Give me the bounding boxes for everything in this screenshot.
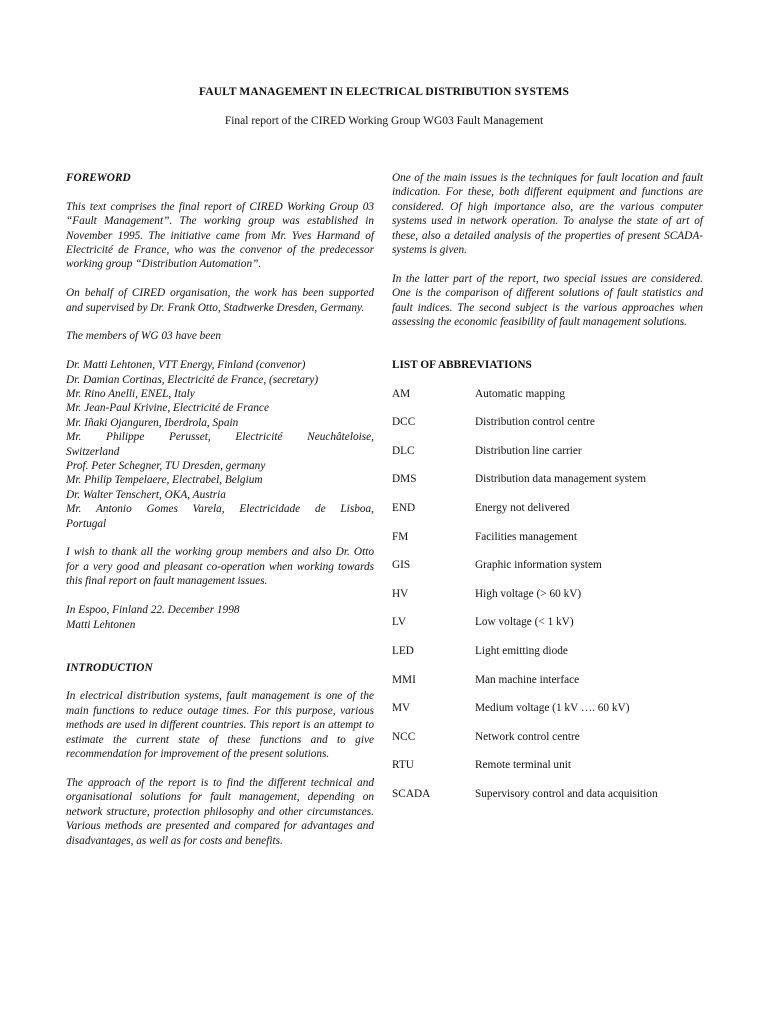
abbreviation-row	[392, 615, 703, 644]
abbreviation-meaning: Medium voltage (1 kV …. 60 kV)	[475, 702, 630, 715]
thanks-paragraph: I wish to thank all the working group members and also Dr. Otto for a very good and pleasant co-operation when working towards this final report on fault management issues.	[66, 546, 374, 588]
introduction-paragraph-2: The approach of the report is to find the different technical and organisational solutions for fault management, depending on network structure, protection philosophy and other circumstances. Various methods are presented and compared for advantages and disadvantages, as well as for costs and benefits.	[66, 776, 374, 847]
special-issues-paragraph: In the latter part of the report, two special issues are considered. One is the comparison of different solutions of fault statistics and fault indices. The second subject is the various approaches when assessing the economic feasibility of fault management solutions.	[392, 272, 703, 329]
abbreviation-code: AM	[392, 387, 411, 400]
abbreviation-row	[392, 587, 703, 616]
abbreviation-row	[392, 701, 703, 730]
place-date: In Espoo, Finland 22. December 1998	[66, 604, 240, 617]
abbreviation-meaning: Distribution control centre	[475, 416, 595, 429]
foreword-paragraph-2: On behalf of CIRED organisation, the work has been supported and supervised by Dr. Frank Otto, Stadtwerke Dresden, Germany.	[66, 287, 374, 314]
abbreviation-code: DMS	[392, 473, 417, 486]
abbreviation-row	[392, 787, 703, 816]
members-intro: The members of WG 03 have been	[66, 330, 221, 343]
introduction-heading: INTRODUCTION	[66, 661, 153, 674]
member-entry: Dr. Matti Lehtonen, VTT Energy, Finland (convenor)	[66, 359, 306, 372]
member-entry: Switzerland	[66, 445, 120, 458]
abbreviation-row	[392, 673, 703, 702]
abbreviations-heading: LIST OF ABBREVIATIONS	[392, 359, 532, 372]
abbreviation-row	[392, 644, 703, 673]
document-title: FAULT MANAGEMENT IN ELECTRICAL DISTRIBUTION SYSTEMS	[199, 86, 569, 98]
abbreviation-code: NCC	[392, 730, 416, 743]
abbreviation-code: MMI	[392, 673, 416, 686]
introduction-paragraph-1: In electrical distribution systems, fault management is one of the main functions to reduce outage times. For this purpose, various methods are used in different countries. This report is an attempt to estimate the current state of these functions and to give recommendation for improvement of the present solutions.	[66, 690, 374, 761]
member-entry: Mr. Rino Anelli, ENEL, Italy	[66, 388, 195, 401]
abbreviations-list	[392, 387, 703, 816]
abbreviation-meaning: Distribution line carrier	[475, 444, 582, 457]
abbreviation-meaning: Distribution data management system	[475, 473, 646, 486]
abbreviation-code: LV	[392, 616, 407, 629]
right-column	[392, 171, 703, 816]
abbreviation-code: DLC	[392, 444, 415, 457]
abbreviation-code: FM	[392, 530, 409, 543]
abbreviation-code: LED	[392, 644, 414, 657]
abbreviation-row	[392, 501, 703, 530]
left-column	[66, 171, 374, 848]
document-subtitle: Final report of the CIRED Working Group WG03 Fault Management	[224, 115, 544, 127]
abbreviation-code: GIS	[392, 559, 411, 572]
foreword-heading: FOREWORD	[66, 172, 131, 184]
abbreviation-row	[392, 730, 703, 759]
members-list	[66, 358, 374, 531]
member-entry: Dr. Walter Tenschert, OKA, Austria	[66, 488, 226, 501]
abbreviation-meaning: Light emitting diode	[475, 644, 568, 657]
abbreviation-meaning: Supervisory control and data acquisition	[475, 787, 658, 800]
abbreviation-meaning: Graphic information system	[475, 559, 602, 572]
member-entry: Mr. Philippe Perusset, Electricité Neuchâteloise,	[66, 431, 374, 444]
member-entry: Prof. Peter Schegner, TU Dresden, germany	[66, 460, 266, 473]
member-entry: Mr. Philip Tempelaere, Electrabel, Belgium	[66, 474, 263, 487]
abbreviation-row	[392, 558, 703, 587]
member-entry: Mr. Iñaki Ojanguren, Iberdrola, Spain	[66, 416, 239, 429]
abbreviation-code: DCC	[392, 416, 416, 429]
abbreviation-code: END	[392, 502, 416, 515]
abbreviation-row	[392, 530, 703, 559]
abbreviation-meaning: Network control centre	[475, 730, 580, 743]
abbreviation-meaning: Energy not delivered	[475, 502, 570, 515]
abbreviation-row	[392, 415, 703, 444]
abbreviation-meaning: High voltage (> 60 kV)	[475, 587, 582, 600]
abbreviation-row	[392, 758, 703, 787]
abbreviation-code: RTU	[392, 759, 414, 772]
abbreviation-meaning: Automatic mapping	[475, 387, 566, 400]
fault-location-paragraph: One of the main issues is the techniques for fault location and fault indication. For these, both different equipment and functions are considered. Of high importance also, are the various computer systems used in network operation. To analyse the state of art of these, also a detailed analysis of the properties of present SCADA-systems is given.	[392, 172, 703, 257]
abbreviation-row	[392, 387, 703, 416]
member-entry: Mr. Antonio Gomes Varela, Electricidade de Lisboa,	[66, 503, 374, 516]
abbreviation-meaning: Man machine interface	[475, 673, 580, 686]
member-entry: Dr. Damian Cortinas, Electricité de France, (secretary)	[66, 373, 319, 386]
abbreviation-meaning: Facilities management	[475, 530, 577, 543]
abbreviation-row	[392, 472, 703, 501]
foreword-paragraph-1: This text comprises the final report of CIRED Working Group 03 “Fault Management”. The working group was established in November 1995. The initiative came from Mr. Yves Harmand of Electricité de France, who was the convenor of the predecessor working group “Distribution Automation”.	[66, 200, 374, 271]
member-entry: Mr. Jean-Paul Krivine, Electricité de France	[66, 402, 269, 415]
abbreviation-code: HV	[392, 587, 409, 600]
abbreviation-code: MV	[392, 702, 411, 715]
abbreviation-meaning: Remote terminal unit	[475, 759, 572, 772]
abbreviation-code: SCADA	[392, 787, 431, 800]
member-entry: Portugal	[66, 517, 107, 530]
abbreviation-row	[392, 444, 703, 473]
signature: Matti Lehtonen	[66, 618, 136, 631]
abbreviation-meaning: Low voltage (< 1 kV)	[475, 616, 574, 629]
